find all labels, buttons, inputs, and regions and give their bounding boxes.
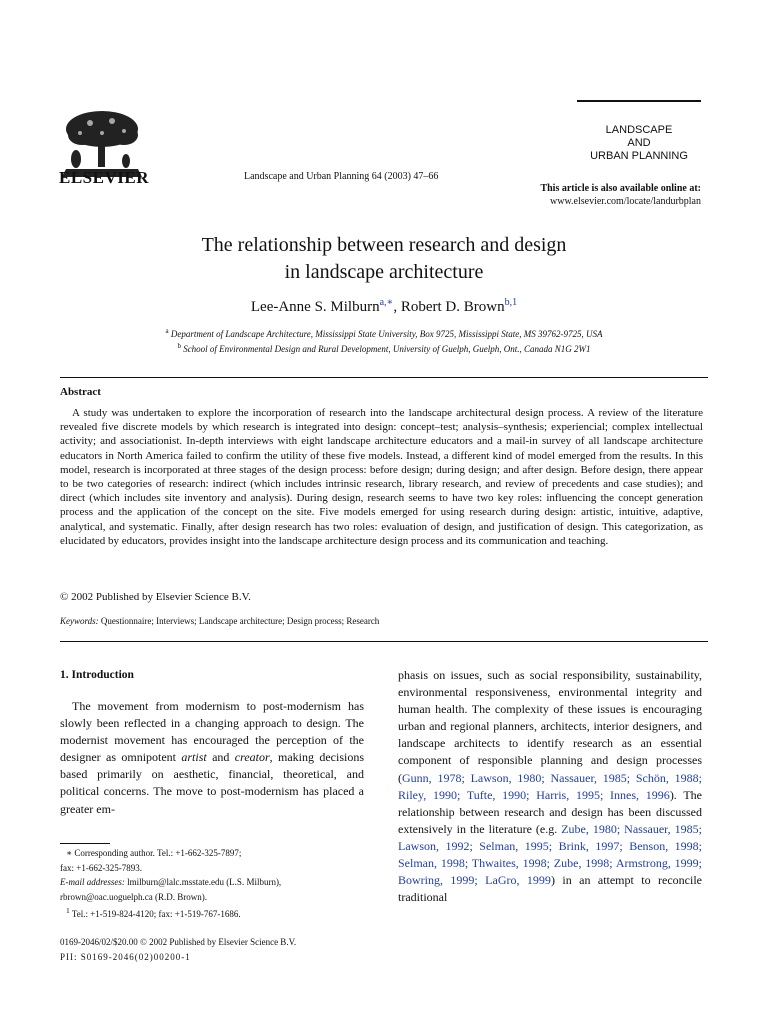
email-label: E-mail addresses:: [60, 877, 125, 887]
affiliation-text: Department of Landscape Architecture, Mississippi State University, Box 9725, Mississippi State, MS 39762-9725, USA: [170, 329, 603, 339]
citation-link[interactable]: Gunn, 1978; Lawson, 1980; Nassauer, 1985; Schön, 1988; Riley, 1990; Tufte, 1990; Harris, 1995; Innes, 1996: [398, 770, 702, 802]
paragraph-text: phasis on issues, such as social responsibility, sustainability, environmental responsiveness, environmental integrity and human health. The complexity of these issues is encouraging urban and regional planners, architects, interior designers, and landscape architects to identify research as an essential component of responsible planning and design processes (: [398, 668, 702, 785]
abstract-body: A study was undertaken to explore the incorporation of research into the landscape architectural design process. A review of the literature revealed five discrete models by which research is integrated into design: concept–test; analysis–synthesis; experiencial; complex intellectual activity; and associationist. In-depth interviews with eight landscape architecture educators and a mail-in survey of all landscape architecture educators in North America failed to confirm the utility of these five models. Instead, a different kind of model emerged from the results. In this model, research is incorporated at three stages of the design process: before design; during design; and after design. Before design, there appear to be two categories of research: indirect (which includes intrinsic research, library research, and review of precedents and case studies); and direct (which includes site inventory and analysis). During design, research seems to have two key roles: influencing the concept generation process and the application of the concept on the site. Five models emerged for using research during design: artistic, intuitive, adaptive, analytical, and systematic. Finally, after design research has two roles: evaluation of design, and justification of design. This categorization, as elucidated by educators, provides insight into the landscape architecture design process and its communication and teaching.: [60, 407, 703, 547]
email-address[interactable]: rbrown@oac.uoguelph.ca (R.D. Brown).: [60, 891, 208, 902]
online-availability-note: This article is also available online at:: [540, 183, 701, 194]
footnote-text: Tel.: +1-519-824-4120; fax: +1-519-767-1686.: [69, 909, 241, 919]
paragraph-text: and: [206, 750, 235, 765]
email-address[interactable]: lmilburn@lalc.msstate.edu (L.S. Milburn),: [124, 877, 282, 887]
emphasis-text: creator: [234, 750, 270, 765]
abstract-heading: Abstract: [60, 386, 101, 398]
author-list: [60, 297, 708, 316]
abstract-copyright: © 2002 Published by Elsevier Science B.V.: [60, 591, 251, 603]
divider: [60, 641, 708, 642]
divider: [60, 377, 708, 378]
pii-line: PII: S0169-2046(02)00200-1: [60, 951, 191, 962]
issn-line: 0169-2046/02/$20.00 © 2002 Published by Elsevier Science B.V.: [60, 937, 297, 947]
affiliation-text: School of Environmental Design and Rural Development, University of Guelph, Guelph, Ont., Canada N1G 2W1: [183, 344, 591, 354]
keywords-label: Keywords:: [60, 616, 99, 626]
keywords-list: Questionnaire; Interviews; Landscape architecture; Design process; Research: [100, 616, 380, 626]
author-affiliation-link[interactable]: a,∗: [379, 297, 394, 308]
fax-note: fax: +1-662-325-7893.: [60, 862, 143, 873]
email-note: [60, 875, 370, 890]
emphasis-text: artist: [181, 750, 207, 765]
keywords: [60, 616, 379, 626]
journal-title-line-3: URBAN PLANNING: [590, 150, 688, 162]
corresponding-author-note: [60, 846, 370, 861]
footnote-1: [60, 904, 370, 922]
author-separator: ,: [393, 299, 401, 315]
paragraph-text: The movement from modernism to post-modernism has slowly been reflected in a changing approach to design. The modernist movement has encouraged the perception of the designer as omnipotent: [60, 699, 364, 765]
title-line-1: The relationship between research and design: [201, 234, 567, 256]
body-column-right: [398, 667, 702, 906]
affiliation-marker: a: [165, 327, 169, 335]
author-name: Lee-Anne S. Milburn: [250, 299, 380, 315]
section-heading: 1. Introduction: [60, 669, 134, 681]
affiliation-b: [60, 342, 708, 354]
journal-title-line-2: AND: [627, 137, 651, 149]
paragraph-text: , making decisions based primarily on aesthetic, financial, theoretical, and political concerns. The move to post-modernism has placed a greater em-: [60, 750, 365, 816]
footnote-marker: ∗: [66, 848, 73, 858]
paragraph-text: ) in an attempt to reconcile traditional: [398, 873, 703, 905]
affiliation-marker: b: [177, 342, 181, 350]
publisher-name: ELSEVIER: [59, 168, 149, 187]
footnotes: [60, 846, 370, 922]
body-column-left: [60, 698, 364, 818]
footnote-marker: 1: [66, 906, 70, 915]
journal-url[interactable]: www.elsevier.com/locate/landurbplan: [550, 196, 701, 207]
journal-title-box: [577, 100, 701, 178]
journal-reference: Landscape and Urban Planning 64 (2003) 47–66: [244, 171, 439, 182]
title-line-2: in landscape architecture: [284, 261, 484, 283]
author-affiliation-link[interactable]: b,1: [504, 297, 518, 308]
footnote-text: Corresponding author. Tel.: +1-662-325-7897;: [72, 848, 242, 858]
citation-link[interactable]: Zube, 1980; Nassauer, 1985; Lawson, 1992; Selman, 1995; Brink, 1997; Benson, 1998; Selman, 1998; Thwaites, 1998; Zube, 1998; Armstrong, 1999; Bowring, 1999; LaGro, 1999: [398, 821, 703, 888]
footnote-divider: [60, 843, 110, 844]
paragraph-text: ). The relationship between research and design has been discussed extensively in the literature (e.g.: [398, 787, 702, 836]
affiliation-a: [60, 327, 708, 339]
article-title: [60, 232, 708, 286]
publication-info: [60, 935, 296, 964]
author-name: Robert D. Brown: [400, 299, 505, 315]
journal-title-line-1: LANDSCAPE: [605, 124, 673, 136]
